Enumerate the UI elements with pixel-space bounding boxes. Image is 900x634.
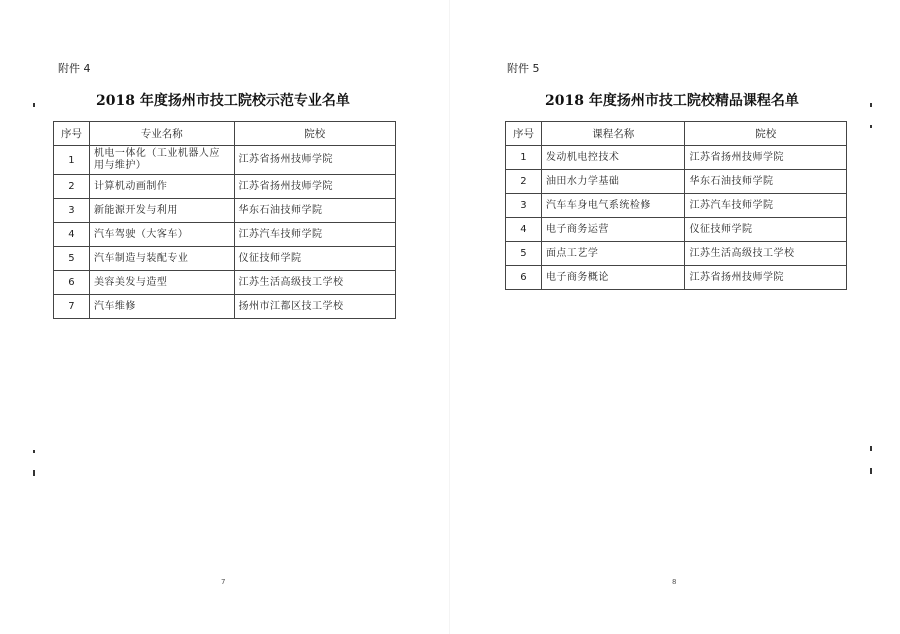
row-school: 江苏汽车技师学院 <box>685 194 847 218</box>
table-row <box>54 223 396 247</box>
courses-table <box>505 121 847 290</box>
row-index: 6 <box>506 266 542 290</box>
table-row <box>54 199 396 223</box>
table-row <box>506 218 847 242</box>
binding-mark <box>33 103 35 107</box>
binding-mark <box>33 470 35 476</box>
table-row <box>54 247 396 271</box>
row-school: 仪征技师学院 <box>234 247 395 271</box>
row-school: 江苏生活高级技工学校 <box>685 242 847 266</box>
row-index: 1 <box>506 146 542 170</box>
row-school: 仪征技师学院 <box>685 218 847 242</box>
row-index: 6 <box>54 271 90 295</box>
table-row <box>506 242 847 266</box>
header-index: 序号 <box>54 122 90 146</box>
row-index: 1 <box>54 146 90 175</box>
row-school: 江苏省扬州技师学院 <box>234 175 395 199</box>
attachment-label: 附件 5 <box>507 62 540 75</box>
page-number: 7 <box>221 578 226 586</box>
row-course-name: 电子商务概论 <box>541 266 685 290</box>
row-index: 4 <box>54 223 90 247</box>
row-index: 3 <box>506 194 542 218</box>
table-row <box>506 170 847 194</box>
table-row <box>54 271 396 295</box>
page-title: 2018 年度扬州市技工院校精品课程名单 <box>545 93 799 109</box>
binding-mark <box>870 446 872 451</box>
header-school: 院校 <box>234 122 395 146</box>
table-header-row <box>506 122 847 146</box>
header-index: 序号 <box>506 122 542 146</box>
table-row <box>506 146 847 170</box>
row-index: 5 <box>506 242 542 266</box>
row-school: 扬州市江都区技工学校 <box>234 295 395 319</box>
table-row <box>54 175 396 199</box>
table-row <box>506 194 847 218</box>
row-school: 江苏汽车技师学院 <box>234 223 395 247</box>
table-row <box>54 146 396 175</box>
table-row <box>54 295 396 319</box>
row-major-name: 汽车维修 <box>89 295 234 319</box>
row-school: 江苏生活高级技工学校 <box>234 271 395 295</box>
row-school: 华东石油技师学院 <box>685 170 847 194</box>
header-course-name: 课程名称 <box>541 122 685 146</box>
row-major-name: 美容美发与造型 <box>89 271 234 295</box>
header-school: 院校 <box>685 122 847 146</box>
row-index: 7 <box>54 295 90 319</box>
row-index: 3 <box>54 199 90 223</box>
row-index: 2 <box>54 175 90 199</box>
attachment-label: 附件 4 <box>58 62 91 75</box>
binding-mark <box>870 125 872 128</box>
table-header-row <box>54 122 396 146</box>
row-index: 5 <box>54 247 90 271</box>
header-major-name: 专业名称 <box>89 122 234 146</box>
page-number: 8 <box>672 578 677 586</box>
row-major-name: 机电一体化（工业机器人应用与维护） <box>89 146 234 175</box>
row-school: 江苏省扬州技师学院 <box>685 266 847 290</box>
row-course-name: 发动机电控技术 <box>541 146 685 170</box>
row-major-name: 汽车驾驶（大客车） <box>89 223 234 247</box>
row-major-name: 汽车制造与装配专业 <box>89 247 234 271</box>
binding-mark <box>870 103 872 107</box>
right-page <box>450 0 900 634</box>
table-row <box>506 266 847 290</box>
row-index: 4 <box>506 218 542 242</box>
majors-table <box>53 121 396 319</box>
binding-mark <box>33 450 35 453</box>
binding-mark <box>870 468 872 474</box>
row-course-name: 油田水力学基础 <box>541 170 685 194</box>
row-course-name: 汽车车身电气系统检修 <box>541 194 685 218</box>
row-major-name: 计算机动画制作 <box>89 175 234 199</box>
row-course-name: 电子商务运营 <box>541 218 685 242</box>
row-school: 江苏省扬州技师学院 <box>685 146 847 170</box>
page-title: 2018 年度扬州市技工院校示范专业名单 <box>96 93 350 109</box>
row-school: 华东石油技师学院 <box>234 199 395 223</box>
row-index: 2 <box>506 170 542 194</box>
row-major-name: 新能源开发与利用 <box>89 199 234 223</box>
row-school: 江苏省扬州技师学院 <box>234 146 395 175</box>
row-course-name: 面点工艺学 <box>541 242 685 266</box>
